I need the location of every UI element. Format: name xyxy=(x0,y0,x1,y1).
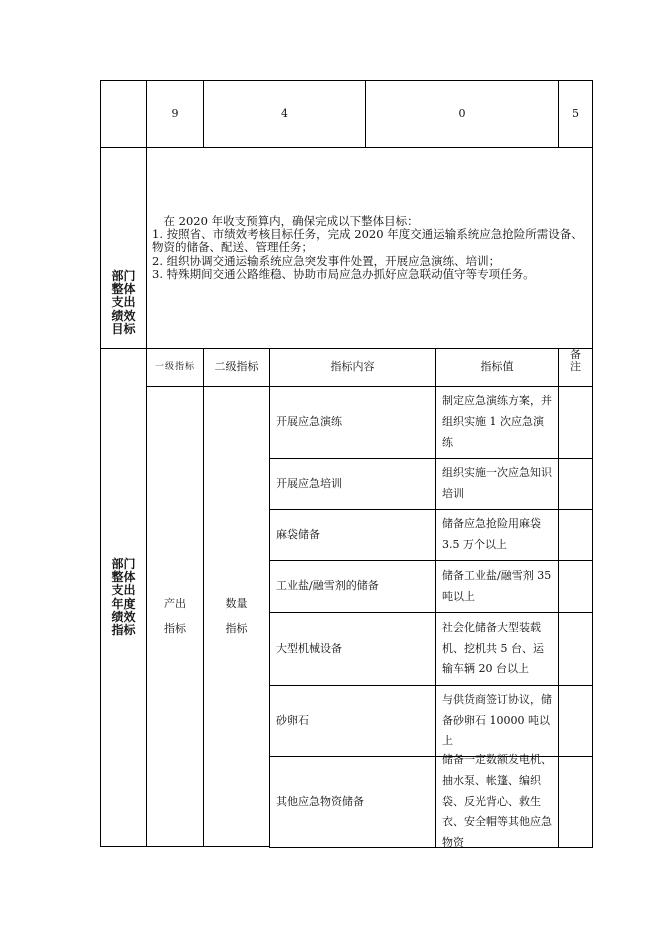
indicator-value: 组织实施一次应急知识培训 xyxy=(435,458,559,510)
indicator-value: 与供货商签订协议，储备砂卵石 10000 吨以上 xyxy=(435,685,559,757)
value-cell: 9 xyxy=(146,80,204,148)
remark-cell xyxy=(558,386,593,459)
indicator-value: 储备工业盐/融雪剂 35 吨以上 xyxy=(435,560,559,613)
remark-cell xyxy=(558,685,593,757)
indicator-label: 部门整体支出年度绩效指标 xyxy=(100,348,147,847)
goal-label: 部门整体支出绩效目标 xyxy=(100,147,147,349)
remark-cell xyxy=(558,458,593,510)
remark-cell xyxy=(558,509,593,561)
level1-cell: 产出指标 xyxy=(146,386,204,847)
indicator-content: 麻袋储备 xyxy=(269,509,436,561)
header-level1: 一级指标 xyxy=(146,348,204,387)
indicator-content: 砂卵石 xyxy=(269,685,436,757)
remark-cell xyxy=(558,612,593,686)
indicator-value: 储备应急抢险用麻袋 3.5 万个以上 xyxy=(435,509,559,561)
header-value: 指标值 xyxy=(435,348,559,387)
value-cell: 4 xyxy=(203,80,366,148)
blank-cell xyxy=(100,80,147,148)
indicator-content: 开展应急演练 xyxy=(269,386,436,459)
level2-cell: 数量指标 xyxy=(203,386,270,847)
remark-cell xyxy=(558,560,593,613)
indicator-content: 开展应急培训 xyxy=(269,458,436,510)
indicator-content: 其他应急物资储备 xyxy=(269,756,436,848)
value-cell: 5 xyxy=(558,80,593,148)
indicator-content: 大型机械设备 xyxy=(269,612,436,686)
header-content: 指标内容 xyxy=(269,348,436,387)
indicator-content: 工业盐/融雪剂的储备 xyxy=(269,560,436,613)
header-level2: 二级指标 xyxy=(203,348,270,387)
goal-text: 在 2020 年收支预算内，确保完成以下整体目标： 1. 按照省、市绩效考核目标任务，完成 2020 年度交通运输系统应急抢险所需设备、物资的储备、配送、管理任务； 2. 组织协调交通运输系统应急突发事件处置，开展应急演练、培训； 3. 特殊期间交通公路维稳、协助市局应急办抓好应急联动值守等专项任务。 xyxy=(146,147,593,349)
indicator-value: 制定应急演练方案，并组织实施 1 次应急演练 xyxy=(435,386,559,459)
indicator-value: 储备一定数额发电机、抽水泵、帐篷、编织袋、反光背心、救生衣、安全帽等其他应急物资 xyxy=(435,756,559,848)
header-remark: 备注 xyxy=(558,348,593,387)
remark-cell xyxy=(558,756,593,848)
value-cell: 0 xyxy=(365,80,559,148)
indicator-value: 社会化储备大型装载机、挖机共 5 台、运输车辆 20 台以上 xyxy=(435,612,559,686)
